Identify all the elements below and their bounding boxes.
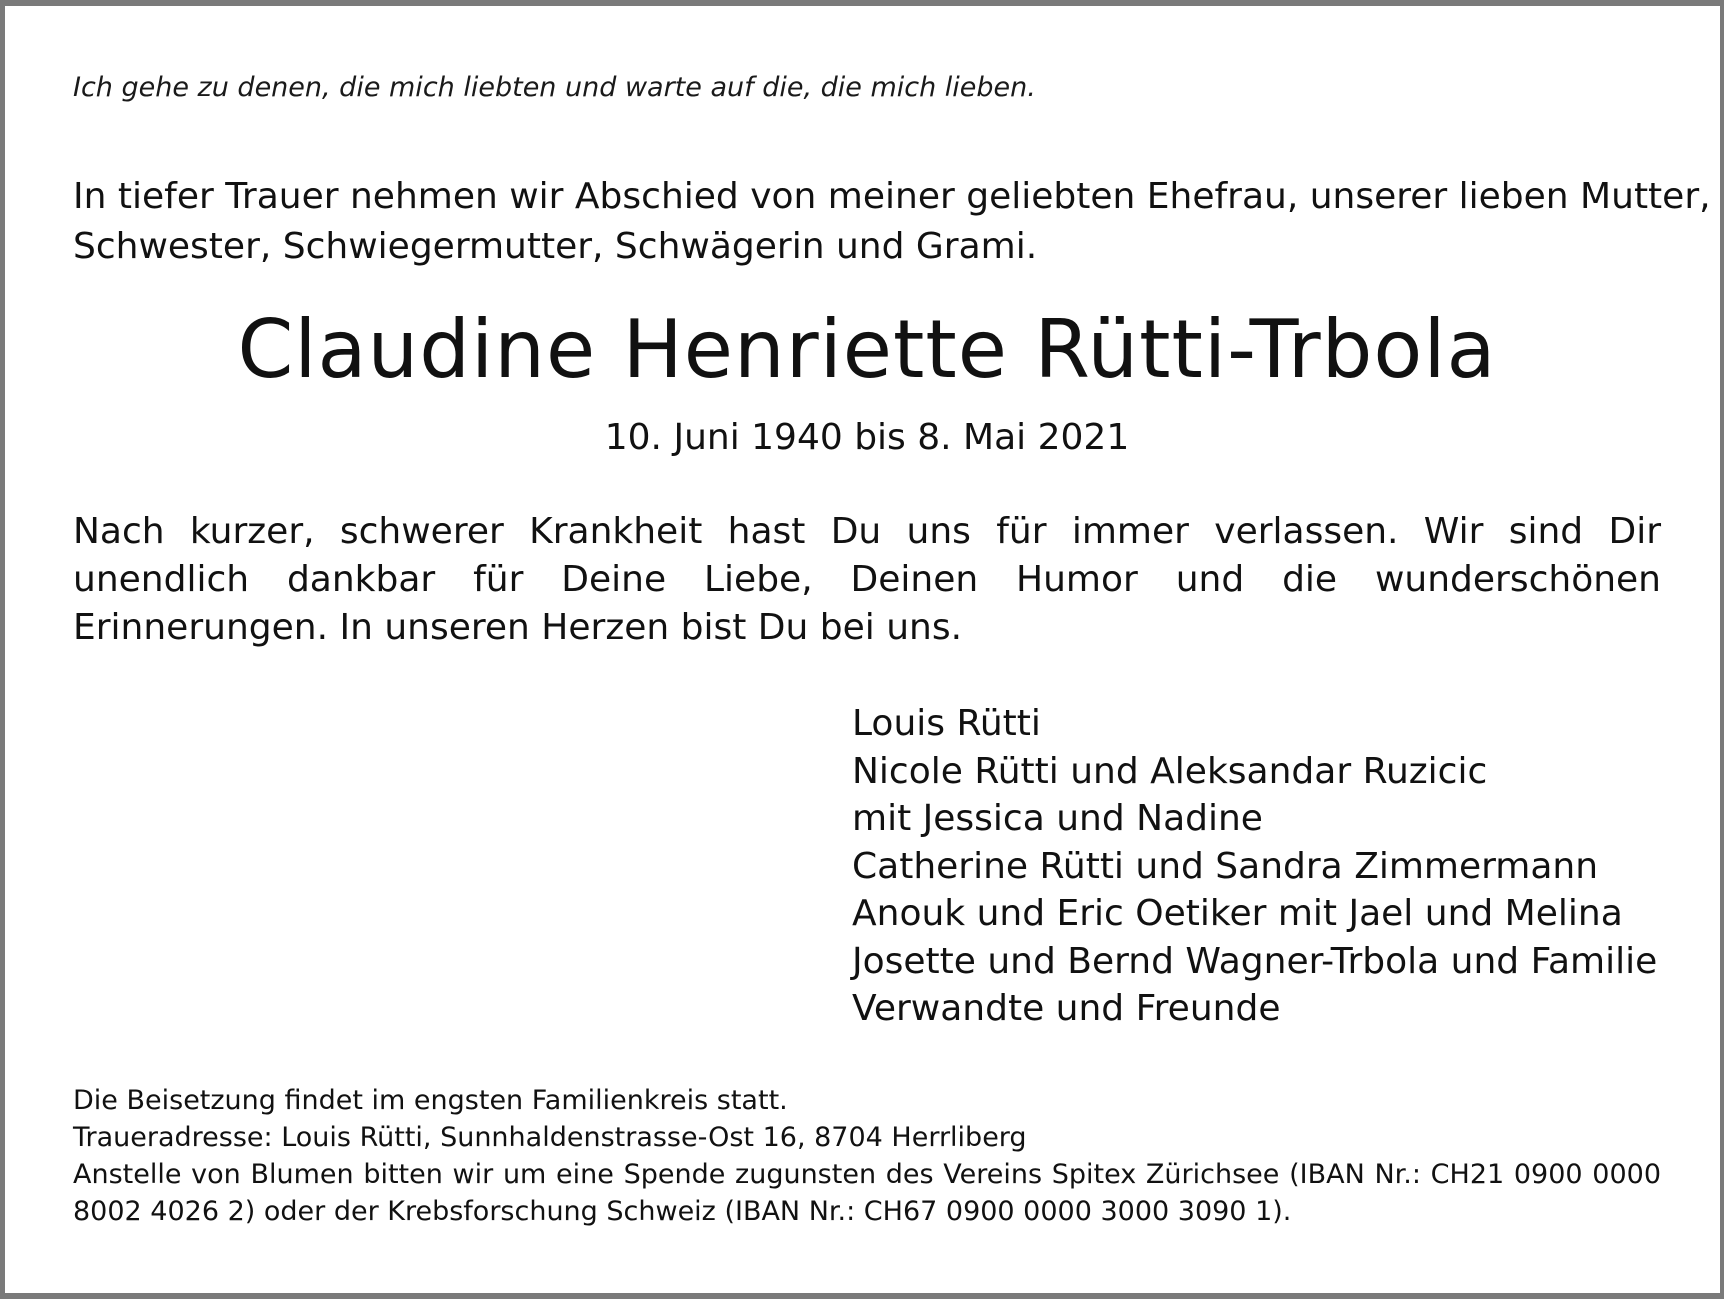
donation-request: Anstelle von Blumen bitten wir um eine Spende zugunsten des Vereins Spitex Zürichsee (IBAN Nr.: CH21 0900 0000 8002 4026 2) oder der Krebsforschung Schweiz (IBAN Nr.: CH67 0900 0000 3000 3090 1). [73,1159,1661,1227]
mourner-entry: Louis Rütti [852,703,1041,744]
mourner-entry: Catherine Rütti und Sandra Zimmermann [852,845,1599,887]
motto-quote: Ich gehe zu denen, die mich liebten und warte auf die, die mich lieben. [73,72,1036,103]
intro-line: Schwester, Schwiegermutter, Schwägerin und Grami. [73,226,1038,267]
life-dates: 10. Juni 1940 bis 8. Mai 2021 [604,417,1130,458]
mourner-entry: Nicole Rütti und Aleksandar Ruzicic [852,750,1488,792]
mourner-entry: Anouk und Eric Oetiker mit Jael und Melina [852,893,1623,934]
farewell-message: Nach kurzer, schwerer Krankheit hast Du uns für immer verlassen. Wir sind Dir unendlich dankbar für Deine Liebe, Deinen Humor und die wunderschönen Erinnerungen. In unseren Herzen bist Du bei uns. [73,511,1661,648]
deceased-name: Claudine Henriette Rütti-Trbola [237,303,1497,396]
mourner-entry: mit Jessica und Nadine [852,798,1263,839]
burial-note: Die Beisetzung findet im engsten Familienkreis statt. [73,1085,788,1116]
intro-text [73,172,1711,272]
mourning-address: Traueradresse: Louis Rütti, Sunnhaldenstrasse-Ost 16, 8704 Herrliberg [73,1122,1027,1153]
mourners-list [852,700,1672,1033]
mourner-entry: Josette und Bernd Wagner-Trbola und Familie [852,940,1658,982]
intro-line: In tiefer Trauer nehmen wir Abschied von meiner geliebten Ehefrau, unserer lieben Mutter, [73,176,1711,217]
footer-info [73,1082,1661,1230]
mourner-entry: Verwandte und Freunde [852,988,1281,1029]
